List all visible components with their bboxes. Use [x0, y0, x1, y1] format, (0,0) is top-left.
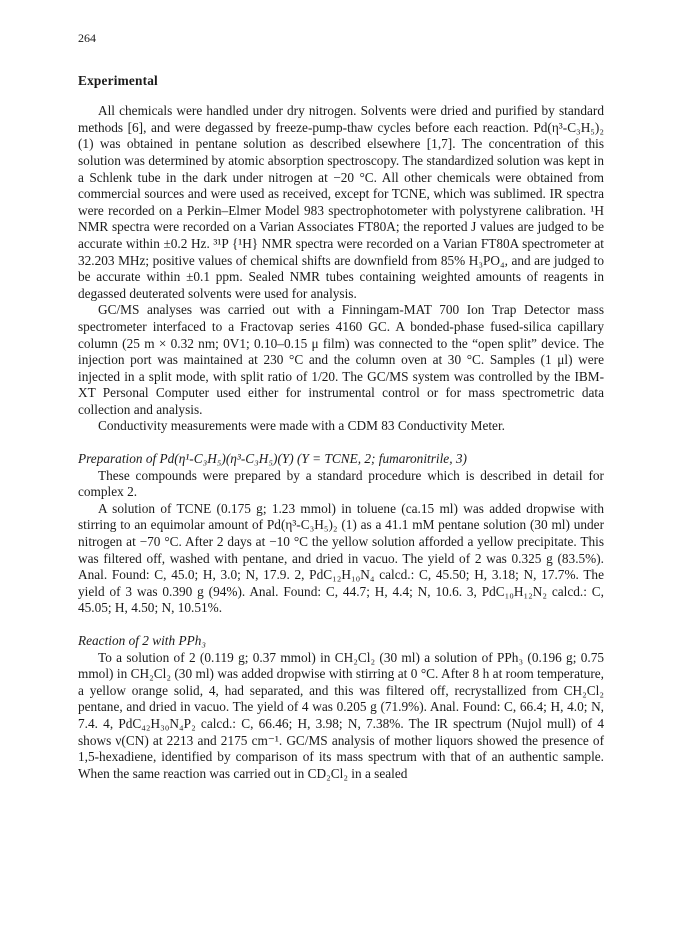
- page-number: 264: [78, 31, 96, 45]
- section-heading: Experimental: [78, 72, 158, 88]
- paragraph-chemicals: All chemicals were handled under dry nitrogen. Solvents were dried and purified by standard methods [6], and were degassed by freeze-pump-thaw cycles before each reaction. Pd(η³-C₃H₅)₂ (1) was obtained in pentane solution as described elsewhere [1,7]. The concentration of this solution was determined by atomic absorption spectroscopy. The standardized solution was kept in a Schlenk tube in the dark under nitrogen at −20 °C. All other chemicals were obtained from commercial sources and were used as received, except for TCNE, which was sublimed. IR spectra were recorded on a Perkin–Elmer Model 983 spectrophotometer with polystyrene calibration. ¹H NMR spectra were recorded on a Varian Associates FT80A; the reported J values are judged to be accurate within ±0.2 Hz. ³¹P {¹H} NMR spectra were recorded on a Varian FT80A spectrometer at 32.203 MHz; positive values of chemical shifts are downfield from 85% H₃PO₄, and are judged to be accurate within ±0.1 ppm. Sealed NMR tubes containing weighted amounts of reagents in degassed deuterated solvents were used for analysis.: [78, 103, 604, 301]
- paragraph-prep-procedure: A solution of TCNE (0.175 g; 1.23 mmol) in toluene (ca.15 ml) was added dropwise with stirring to an equimolar amount of Pd(η³-C₃H₅)₂ (1) as a 41.1 mM pentane solution (30 ml) under nitrogen at −70 °C. After 2 days at −10 °C the yellow solution afforded a yellow precipitate. This was filtered off, washed with pentane, and dried in vacuo. The yield of 2 was 0.325 g (83.5%). Anal. Found: C, 45.0; H, 3.0; N, 17.9. 2, PdC₁₂H₁₀N₄ calcd.: C, 45.50; H, 3.18; N, 17.7%. The yield of 3 was 0.390 g (94%). Anal. Found: C, 44.7; H, 4.4; N, 10.6. 3, PdC₁₀H₁₂N₂ calcd.: C, 45.05; H, 4.50; N, 10.51%.: [78, 500, 604, 616]
- paragraph-conductivity: Conductivity measurements were made with a CDM 83 Conductivity Meter.: [98, 418, 505, 434]
- document-page: [78, 30, 604, 782]
- paragraph-prep-intro: These compounds were prepared by a standard procedure which is described in detail for complex 2.: [78, 467, 604, 500]
- subsection-title-reaction: Reaction of 2 with PPh₃: [78, 633, 206, 648]
- paragraph-gcms: GC/MS analyses was carried out with a Finningam-MAT 700 Ion Trap Detector mass spectrometer interfaced to a Fractovap series 4160 GC. A bonded-phase fused-silica capillary column (25 m × 0.32 nm; 0V1; 0.10–0.15 μ film) was connected to the “open split” device. The injection port was maintained at 230 °C and the column oven at 30 °C. Samples (1 μl) were injected in a split mode, with split ratio of 1/20. The GC/MS system was controlled by the IBM-XT Personal Computer used either for instrumental control or for mass spectrometric data collection and analysis.: [78, 302, 604, 417]
- subsection-title-preparation: Preparation of Pd(η¹-C₃H₅)(η³-C₃H₅)(Y) (Y = TCNE, 2; fumaronitrile, 3): [78, 451, 467, 467]
- paragraph-reaction: To a solution of 2 (0.119 g; 0.37 mmol) in CH₂Cl₂ (30 ml) a solution of PPh₃ (0.196 g; 0.75 mmol) in CH₂Cl₂ (30 ml) was added dropwise with stirring at 0 °C. After 8 h at room temperature, a yellow orange solid, 4, had separated, and this was filtered off, recrystallized from CH₂Cl₂ pentane, and dried in vacuo. The yield of 4 was 0.205 g (71.9%). Anal. Found: C, 66.4; H, 4.0; N, 7.4. 4, PdC₄₂H₃₀N₄P₂ calcd.: C, 66.46; H, 3.98; N, 7.38%. The IR spectrum (Nujol mull) of 4 shows ν(CN) at 2213 and 2175 cm⁻¹. GC/MS analysis of mother liquors showed the presence of 1,5-hexadiene, identified by comparison of its mass spectrum with that of an authentic sample. When the same reaction was carried out in CD₂Cl₂ in a sealed: [78, 649, 604, 781]
